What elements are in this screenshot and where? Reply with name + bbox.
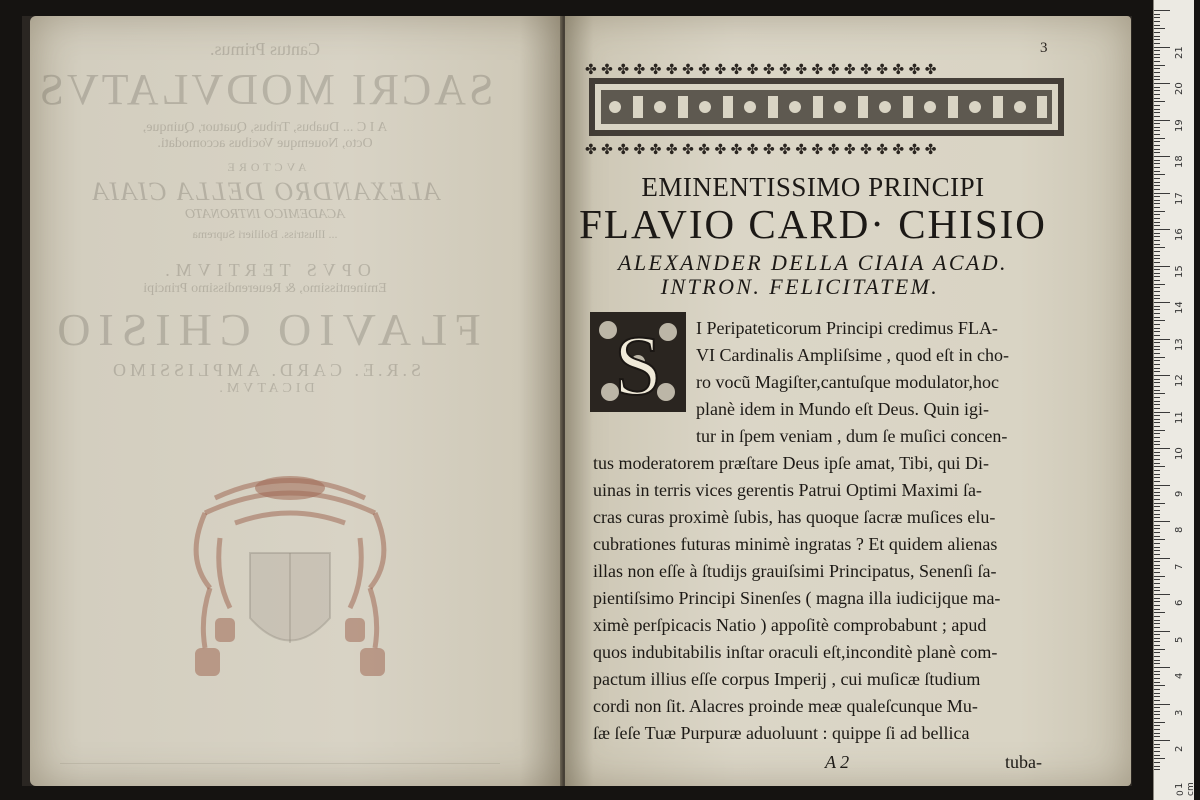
ruler-tick — [1154, 609, 1160, 610]
ruler-tick — [1154, 72, 1160, 73]
ruler-tick — [1154, 156, 1170, 157]
ruler-tick — [1154, 335, 1160, 336]
ruler-tick — [1154, 711, 1160, 712]
ruler-tick — [1154, 678, 1160, 679]
bleed-line: S.R.E. CARD. AMPLISSIMO — [108, 360, 422, 381]
ruler-tick — [1154, 558, 1170, 559]
ruler-tick — [1154, 240, 1160, 241]
ruler-tick — [1154, 466, 1165, 467]
bleed-line: SACRI MODVLATVS — [36, 64, 494, 114]
ruler-tick — [1154, 521, 1170, 522]
ruler-label: 10 — [1174, 447, 1185, 460]
ruler-tick — [1154, 510, 1160, 511]
ruler-tick — [1154, 76, 1160, 77]
ruler-tick — [1154, 503, 1165, 504]
ruler-tick — [1154, 320, 1165, 321]
ruler-tick — [1154, 572, 1160, 573]
ruler-tick — [1154, 751, 1160, 752]
ruler-tick — [1154, 357, 1165, 358]
ruler-tick — [1154, 273, 1160, 274]
ruler-tick — [1154, 568, 1160, 569]
ruler-tick — [1154, 623, 1160, 624]
body-line: cubrationes futuras minimè ingratas ? Et quidem alienas — [593, 534, 998, 554]
ruler-tick — [1154, 696, 1160, 697]
ruler-tick — [1154, 287, 1160, 288]
ruler-tick — [1154, 499, 1160, 500]
heading-line-4: INTRON. FELICITATEM. — [660, 274, 940, 299]
ruler-tick — [1154, 203, 1160, 204]
bleed-line: ACADEMICO INTRONATO — [185, 206, 345, 222]
ruler-tick — [1154, 262, 1160, 263]
ruler-tick — [1154, 375, 1170, 376]
ruler-tick — [1154, 390, 1160, 391]
ruler-tick — [1154, 430, 1165, 431]
ruler-tick — [1154, 415, 1160, 416]
coat-of-arms-stamp — [175, 468, 405, 683]
ruler-label: 2 — [1174, 745, 1185, 752]
ruler-label: 20 — [1174, 82, 1185, 95]
bleed-line: Cantus Primus. — [210, 39, 321, 59]
body-line: tus moderatorem præſtare Deus ipſe amat, Tibi, qui Di- — [593, 453, 989, 473]
ruler-tick — [1154, 459, 1160, 460]
ruler-tick — [1154, 474, 1160, 475]
ruler-tick — [1154, 401, 1160, 402]
ruler-tick — [1154, 313, 1160, 314]
ruler-tick — [1154, 539, 1165, 540]
ruler-tick — [1154, 120, 1170, 121]
ruler-tick — [1154, 28, 1165, 29]
ruler-tick — [1154, 233, 1160, 234]
ruler-tick — [1154, 32, 1160, 33]
ruler-tick — [1154, 671, 1160, 672]
ruler-tick — [1154, 704, 1170, 705]
ruler-tick — [1154, 601, 1160, 602]
ruler-tick — [1154, 39, 1160, 40]
ruler-tick — [1154, 433, 1160, 434]
ruler-tick — [1154, 631, 1170, 632]
ruler-tick — [1154, 532, 1160, 533]
ruler-tick — [1154, 222, 1160, 223]
ruler-tick — [1154, 368, 1160, 369]
ruler-label: 11 — [1174, 410, 1185, 424]
page-number: 3 — [1040, 40, 1048, 56]
body-line: pientiſsimo Principi Sinenſes ( magna illa iudicijque ma- — [593, 588, 1001, 608]
ruler-label: 21 — [1174, 45, 1185, 59]
ruler-tick — [1154, 211, 1165, 212]
left-page-footer-rule — [60, 763, 500, 764]
ruler-tick — [1154, 83, 1170, 84]
ruler-tick — [1154, 43, 1160, 44]
headpiece-ornament — [585, 60, 1070, 156]
ruler-tick — [1154, 627, 1160, 628]
ruler-tick — [1154, 689, 1160, 690]
ruler-tick — [1154, 167, 1160, 168]
ruler-tick — [1154, 488, 1160, 489]
ruler-tick — [1154, 160, 1160, 161]
ruler-tick — [1154, 302, 1170, 303]
ruler-tick — [1154, 178, 1160, 179]
ruler-tick — [1154, 346, 1160, 347]
ruler-tick — [1154, 218, 1160, 219]
ruler-tick — [1154, 766, 1160, 767]
ruler-tick — [1154, 236, 1160, 237]
ruler-label: 5 — [1174, 636, 1185, 643]
bleed-line: Eminentissimo, & Reuerendissimo Principi — [143, 281, 387, 297]
ruler-tick — [1154, 229, 1170, 230]
ruler-tick — [1154, 364, 1160, 365]
ruler-tick — [1154, 130, 1160, 131]
body-line: uinas in terris vices gerentis Patrui Optimi Maximi ſa- — [593, 480, 982, 500]
ruler-tick — [1154, 382, 1160, 383]
ruler-tick — [1154, 98, 1160, 99]
ruler-tick — [1154, 269, 1160, 270]
ruler-tick — [1154, 682, 1160, 683]
ruler-tick — [1154, 736, 1160, 737]
ruler-tick — [1154, 171, 1160, 172]
ruler-tick — [1154, 317, 1160, 318]
ruler-tick — [1154, 145, 1160, 146]
ruler-tick — [1154, 116, 1160, 117]
ruler-tick — [1154, 247, 1165, 248]
ruler-label: 1 — [1174, 782, 1185, 789]
ruler-tick — [1154, 641, 1160, 642]
ruler-tick — [1154, 284, 1165, 285]
ruler-tick — [1154, 587, 1160, 588]
ruler-tick — [1154, 68, 1160, 69]
heading-line-2: FLAVIO CARD· CHISIO — [579, 201, 1047, 247]
ruler-tick — [1154, 437, 1160, 438]
ruler-tick — [1154, 700, 1160, 701]
ruler-tick — [1154, 645, 1160, 646]
ruler-tick — [1154, 189, 1160, 190]
drop-cap-s — [590, 312, 686, 412]
ruler-tick — [1154, 109, 1160, 110]
ruler-tick — [1154, 674, 1160, 675]
ruler-label: 17 — [1174, 191, 1185, 205]
body-line: planè idem in Mundo eſt Deus. Quin igi- — [696, 399, 989, 419]
ruler-tick — [1154, 174, 1165, 175]
ruler-tick — [1154, 393, 1165, 394]
ruler-tick — [1154, 295, 1160, 296]
ruler-tick — [1154, 10, 1170, 11]
ruler-tick — [1154, 291, 1160, 292]
ruler-tick — [1154, 517, 1160, 518]
catchword: tuba- — [1005, 752, 1042, 772]
ruler-tick — [1154, 758, 1165, 759]
ruler-tick — [1154, 200, 1160, 201]
ruler-tick — [1154, 419, 1160, 420]
ruler-tick — [1154, 448, 1170, 449]
ruler-tick — [1154, 576, 1165, 577]
ruler-tick — [1154, 685, 1165, 686]
ruler-tick — [1154, 54, 1160, 55]
bleed-line: A I C ... Duabus, Tribus, Quatuor, Quinque, — [142, 120, 388, 136]
bleed-line: Octo, Nouemque Vocibus accomodati. — [157, 135, 373, 151]
ruler-label: 19 — [1174, 118, 1185, 132]
ruler-tick — [1154, 127, 1160, 128]
ruler-tick — [1154, 663, 1160, 664]
ruler-tick — [1154, 182, 1160, 183]
bleed-line: ALEXANDRO DELLA CIAIA — [90, 177, 440, 207]
ruler-tick — [1154, 514, 1160, 515]
ruler-tick — [1154, 477, 1160, 478]
ruler-tick — [1154, 244, 1160, 245]
ruler-tick — [1154, 17, 1160, 18]
ruler-tick — [1154, 79, 1160, 80]
ruler-tick — [1154, 605, 1160, 606]
ruler-tick — [1154, 123, 1160, 124]
ruler-label: 15 — [1174, 264, 1185, 278]
ruler-tick — [1154, 565, 1160, 566]
ruler-tick — [1154, 729, 1160, 730]
ruler-tick — [1154, 196, 1160, 197]
ruler-tick — [1154, 112, 1160, 113]
ruler-label: 13 — [1174, 337, 1185, 351]
ruler-tick — [1154, 755, 1160, 756]
ruler-tick — [1154, 707, 1160, 708]
ruler-label: 14 — [1174, 301, 1185, 314]
ruler-tick — [1154, 360, 1160, 361]
ruler-tick — [1154, 87, 1160, 88]
ruler-label: 18 — [1174, 155, 1185, 168]
body-line: cordi non ſit. Alacres proinde meæ qualeſcunque Mu- — [593, 696, 978, 716]
ruler-tick — [1154, 397, 1160, 398]
ruler-label: 4 — [1174, 672, 1185, 679]
ruler-tick — [1154, 652, 1160, 653]
ruler-tick — [1154, 485, 1170, 486]
ruler-tick — [1154, 149, 1160, 150]
ruler-tick — [1154, 280, 1160, 281]
ruler-tick — [1154, 61, 1160, 62]
body-line: pactum illius eſſe corpus Imperij , cui muſicæ ſtudium — [593, 669, 981, 689]
ruler-tick — [1154, 550, 1160, 551]
ruler-tick — [1154, 251, 1160, 252]
ruler-tick — [1154, 455, 1160, 456]
ruler-tick — [1154, 50, 1160, 51]
ruler-tick — [1154, 193, 1170, 194]
heading-line-3: ALEXANDER DELLA CIAIA ACAD. — [618, 250, 1008, 275]
body-line: quos indubitabilis inſtar oraculi eſt,inconditè planè com- — [593, 642, 998, 662]
body-line: VI Cardinalis Ampliſsime , quod eſt in cho- — [696, 345, 1009, 365]
ruler-tick — [1154, 525, 1160, 526]
ruler-tick — [1154, 656, 1160, 657]
ruler-tick — [1154, 620, 1160, 621]
ruler-tick — [1154, 214, 1160, 215]
ruler-tick — [1154, 762, 1160, 763]
ruler-tick — [1154, 470, 1160, 471]
ruler-tick — [1154, 225, 1160, 226]
ruler-tick — [1154, 105, 1160, 106]
ruler-tick — [1154, 452, 1160, 453]
ruler-tick — [1154, 14, 1160, 15]
ruler-tick — [1154, 649, 1165, 650]
ruler-tick — [1154, 660, 1160, 661]
ruler-tick — [1154, 426, 1160, 427]
ruler-tick — [1154, 506, 1160, 507]
ruler-tick — [1154, 324, 1160, 325]
svg-text:✤ ✤ ✤ ✤ ✤ ✤ ✤ ✤ ✤ ✤ ✤ ✤ ✤ ✤ ✤: ✤ ✤ ✤ ✤ ✤ ✤ ✤ ✤ ✤ ✤ ✤ ✤ ✤ ✤ ✤ ✤ ✤ ✤ ✤ ✤ ✤ ✤ — [585, 142, 937, 156]
ruler-label: 3 — [1174, 709, 1185, 716]
ruler-tick — [1154, 634, 1160, 635]
ruler-tick — [1154, 441, 1160, 442]
ruler-label: 16 — [1174, 228, 1185, 241]
ruler-tick — [1154, 331, 1160, 332]
ruler-tick — [1154, 258, 1160, 259]
ruler-tick — [1154, 101, 1165, 102]
ruler-tick — [1154, 408, 1160, 409]
ruler-tick — [1154, 616, 1160, 617]
ruler-tick — [1154, 386, 1160, 387]
ruler-tick — [1154, 65, 1165, 66]
ruler-tick — [1154, 94, 1160, 95]
ruler-tick — [1154, 444, 1160, 445]
ruler-tick — [1154, 747, 1160, 748]
bleed-line: DICATVM. — [215, 380, 315, 396]
measuring-ruler — [1153, 0, 1194, 800]
ruler-tick — [1154, 543, 1160, 544]
ruler-tick — [1154, 339, 1170, 340]
ruler-tick — [1154, 306, 1160, 307]
ruler-tick — [1154, 141, 1160, 142]
ruler-tick — [1154, 718, 1160, 719]
bleed-line: ... Illustriss. Bolilieri Suprema — [192, 227, 338, 242]
svg-text:S: S — [614, 317, 662, 412]
ruler-tick — [1154, 744, 1160, 745]
ruler-tick — [1154, 725, 1160, 726]
ruler-tick — [1154, 163, 1160, 164]
ruler-tick — [1154, 536, 1160, 537]
ruler-tick — [1154, 298, 1160, 299]
ruler-tick — [1154, 769, 1160, 770]
ruler-unit-label: 0 cm — [1176, 782, 1196, 796]
ruler-tick — [1154, 579, 1160, 580]
ruler-tick — [1154, 276, 1160, 277]
body-line: ſæ ſeſe Tuæ Purpuræ aduoluunt : quippe ſi ad bellica — [593, 723, 970, 743]
ruler-tick — [1154, 371, 1160, 372]
ruler-tick — [1154, 342, 1160, 343]
ruler-tick — [1154, 714, 1160, 715]
ruler-tick — [1154, 266, 1170, 267]
ruler-tick — [1154, 90, 1160, 91]
ruler-tick — [1154, 554, 1160, 555]
ruler-tick — [1154, 152, 1160, 153]
ruler-tick — [1154, 638, 1160, 639]
body-line: tur in ſpem veniam , dum ſe muſici concen- — [696, 426, 1008, 446]
ruler-tick — [1154, 693, 1160, 694]
signature-mark: A 2 — [825, 752, 850, 772]
ruler-tick — [1154, 412, 1170, 413]
ruler-tick — [1154, 561, 1160, 562]
ruler-tick — [1154, 353, 1160, 354]
ruler-tick — [1154, 57, 1160, 58]
ruler-label: 7 — [1174, 563, 1185, 570]
ruler-tick — [1154, 492, 1160, 493]
ruler-tick — [1154, 309, 1160, 310]
bleed-line: OPVS TERTIVM. — [159, 260, 371, 281]
ruler-tick — [1154, 528, 1160, 529]
ruler-tick — [1154, 47, 1170, 48]
ruler-tick — [1154, 481, 1160, 482]
heading-line-1: EMINENTISSIMO PRINCIPI — [641, 172, 985, 202]
ruler-tick — [1154, 612, 1165, 613]
ruler-tick — [1154, 185, 1160, 186]
bleed-line: FLAVIO CHISIO — [49, 303, 481, 355]
ruler-label: 12 — [1174, 374, 1185, 387]
ruler-tick — [1154, 583, 1160, 584]
ruler-tick — [1154, 207, 1160, 208]
ruler-tick — [1154, 547, 1160, 548]
ruler-tick — [1154, 422, 1160, 423]
body-line: illas non eſſe à ſtudijs grauiſsimi Principatus, Senenſi ſa- — [593, 561, 997, 581]
ruler-tick — [1154, 590, 1160, 591]
ruler-tick — [1154, 598, 1160, 599]
ruler-tick — [1154, 349, 1160, 350]
ruler-tick — [1154, 404, 1160, 405]
ruler-tick — [1154, 594, 1170, 595]
ruler-tick — [1154, 328, 1160, 329]
ruler-tick — [1154, 463, 1160, 464]
ruler-tick — [1154, 36, 1160, 37]
body-line: I Peripateticorum Principi credimus FLA- — [696, 318, 998, 338]
ruler-tick — [1154, 255, 1160, 256]
ruler-tick — [1154, 21, 1160, 22]
body-line: ximè perſpicacis Natio ) appoſitè comprobabunt ; apud — [593, 615, 987, 635]
bleed-through-text — [30, 40, 500, 396]
ruler-tick — [1154, 740, 1170, 741]
ruler-tick — [1154, 733, 1160, 734]
bleed-line: AVCTORE — [223, 159, 307, 174]
ruler-tick — [1154, 138, 1165, 139]
ruler-tick — [1154, 722, 1165, 723]
body-line: ro vocũ Magiſter,cantuſque modulator,hoc — [696, 372, 999, 392]
ruler-label: 8 — [1174, 526, 1185, 533]
ruler-tick — [1154, 667, 1170, 668]
ruler-tick — [1154, 25, 1160, 26]
ruler-label: 6 — [1174, 599, 1185, 606]
body-line: cras curas proximè ſubis, has quoque ſacræ muſices elu- — [593, 507, 996, 527]
ruler-label: 9 — [1174, 490, 1185, 497]
ruler-tick — [1154, 379, 1160, 380]
ruler-tick — [1154, 134, 1160, 135]
svg-text:✤ ✤ ✤ ✤ ✤ ✤ ✤ ✤ ✤ ✤ ✤ ✤ ✤ ✤ ✤: ✤ ✤ ✤ ✤ ✤ ✤ ✤ ✤ ✤ ✤ ✤ ✤ ✤ ✤ ✤ ✤ ✤ ✤ ✤ ✤ ✤ ✤ — [585, 62, 937, 78]
ruler-tick — [1154, 495, 1160, 496]
